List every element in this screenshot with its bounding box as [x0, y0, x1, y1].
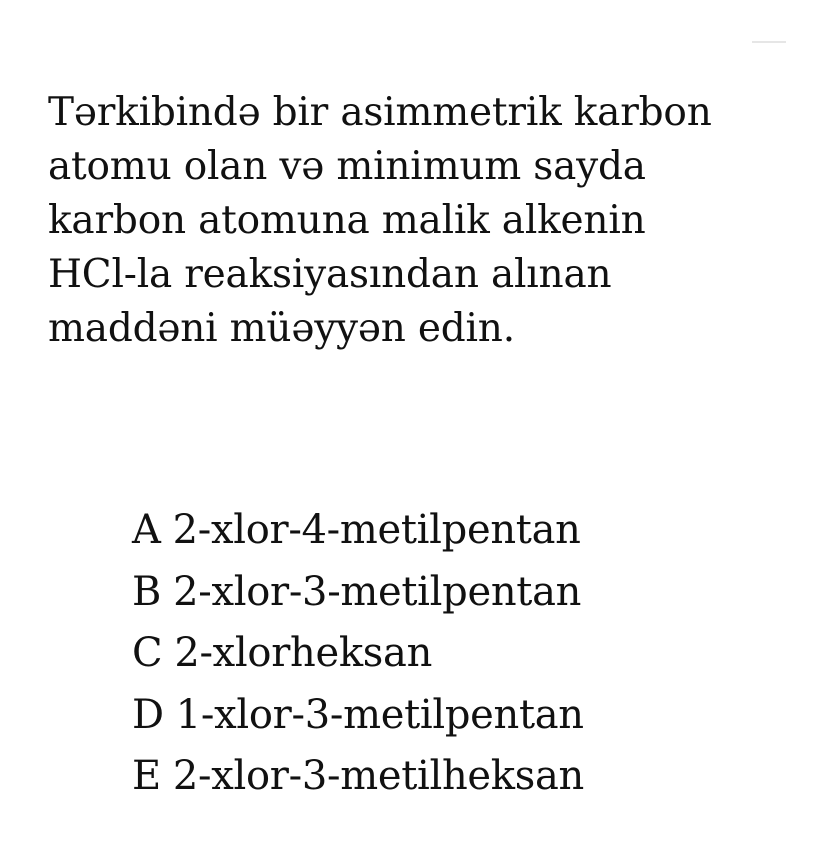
- option-text: 2-xlor-3-metilheksan: [172, 753, 584, 799]
- option-text: 1-xlor-3-metilpentan: [175, 691, 584, 738]
- question-line: karbon atomuna malik alkenin: [48, 198, 646, 243]
- option-a[interactable]: [132, 500, 792, 562]
- option-d[interactable]: [132, 685, 792, 747]
- option-letter: E: [132, 753, 161, 799]
- option-letter: D: [132, 691, 164, 738]
- question-text: [48, 86, 808, 356]
- option-text: 2-xlorheksan: [174, 630, 433, 676]
- option-b[interactable]: [132, 562, 792, 624]
- question-line: maddəni müəyyən edin.: [48, 306, 515, 351]
- option-c[interactable]: [132, 623, 792, 685]
- option-text: 2-xlor-3-metilpentan: [173, 568, 582, 615]
- option-letter: B: [132, 568, 162, 615]
- question-line: HCl-la reaksiyasından alınan: [48, 252, 612, 297]
- option-letter: A: [132, 507, 161, 553]
- top-divider: [752, 41, 786, 43]
- question-line: atomu olan və minimum sayda: [48, 144, 646, 189]
- question-line: Tərkibində bir asimmetrik karbon: [48, 90, 712, 135]
- option-e[interactable]: [132, 746, 792, 808]
- answer-options: [132, 500, 792, 808]
- option-text: 2-xlor-4-metilpentan: [172, 507, 581, 553]
- option-letter: C: [132, 630, 163, 676]
